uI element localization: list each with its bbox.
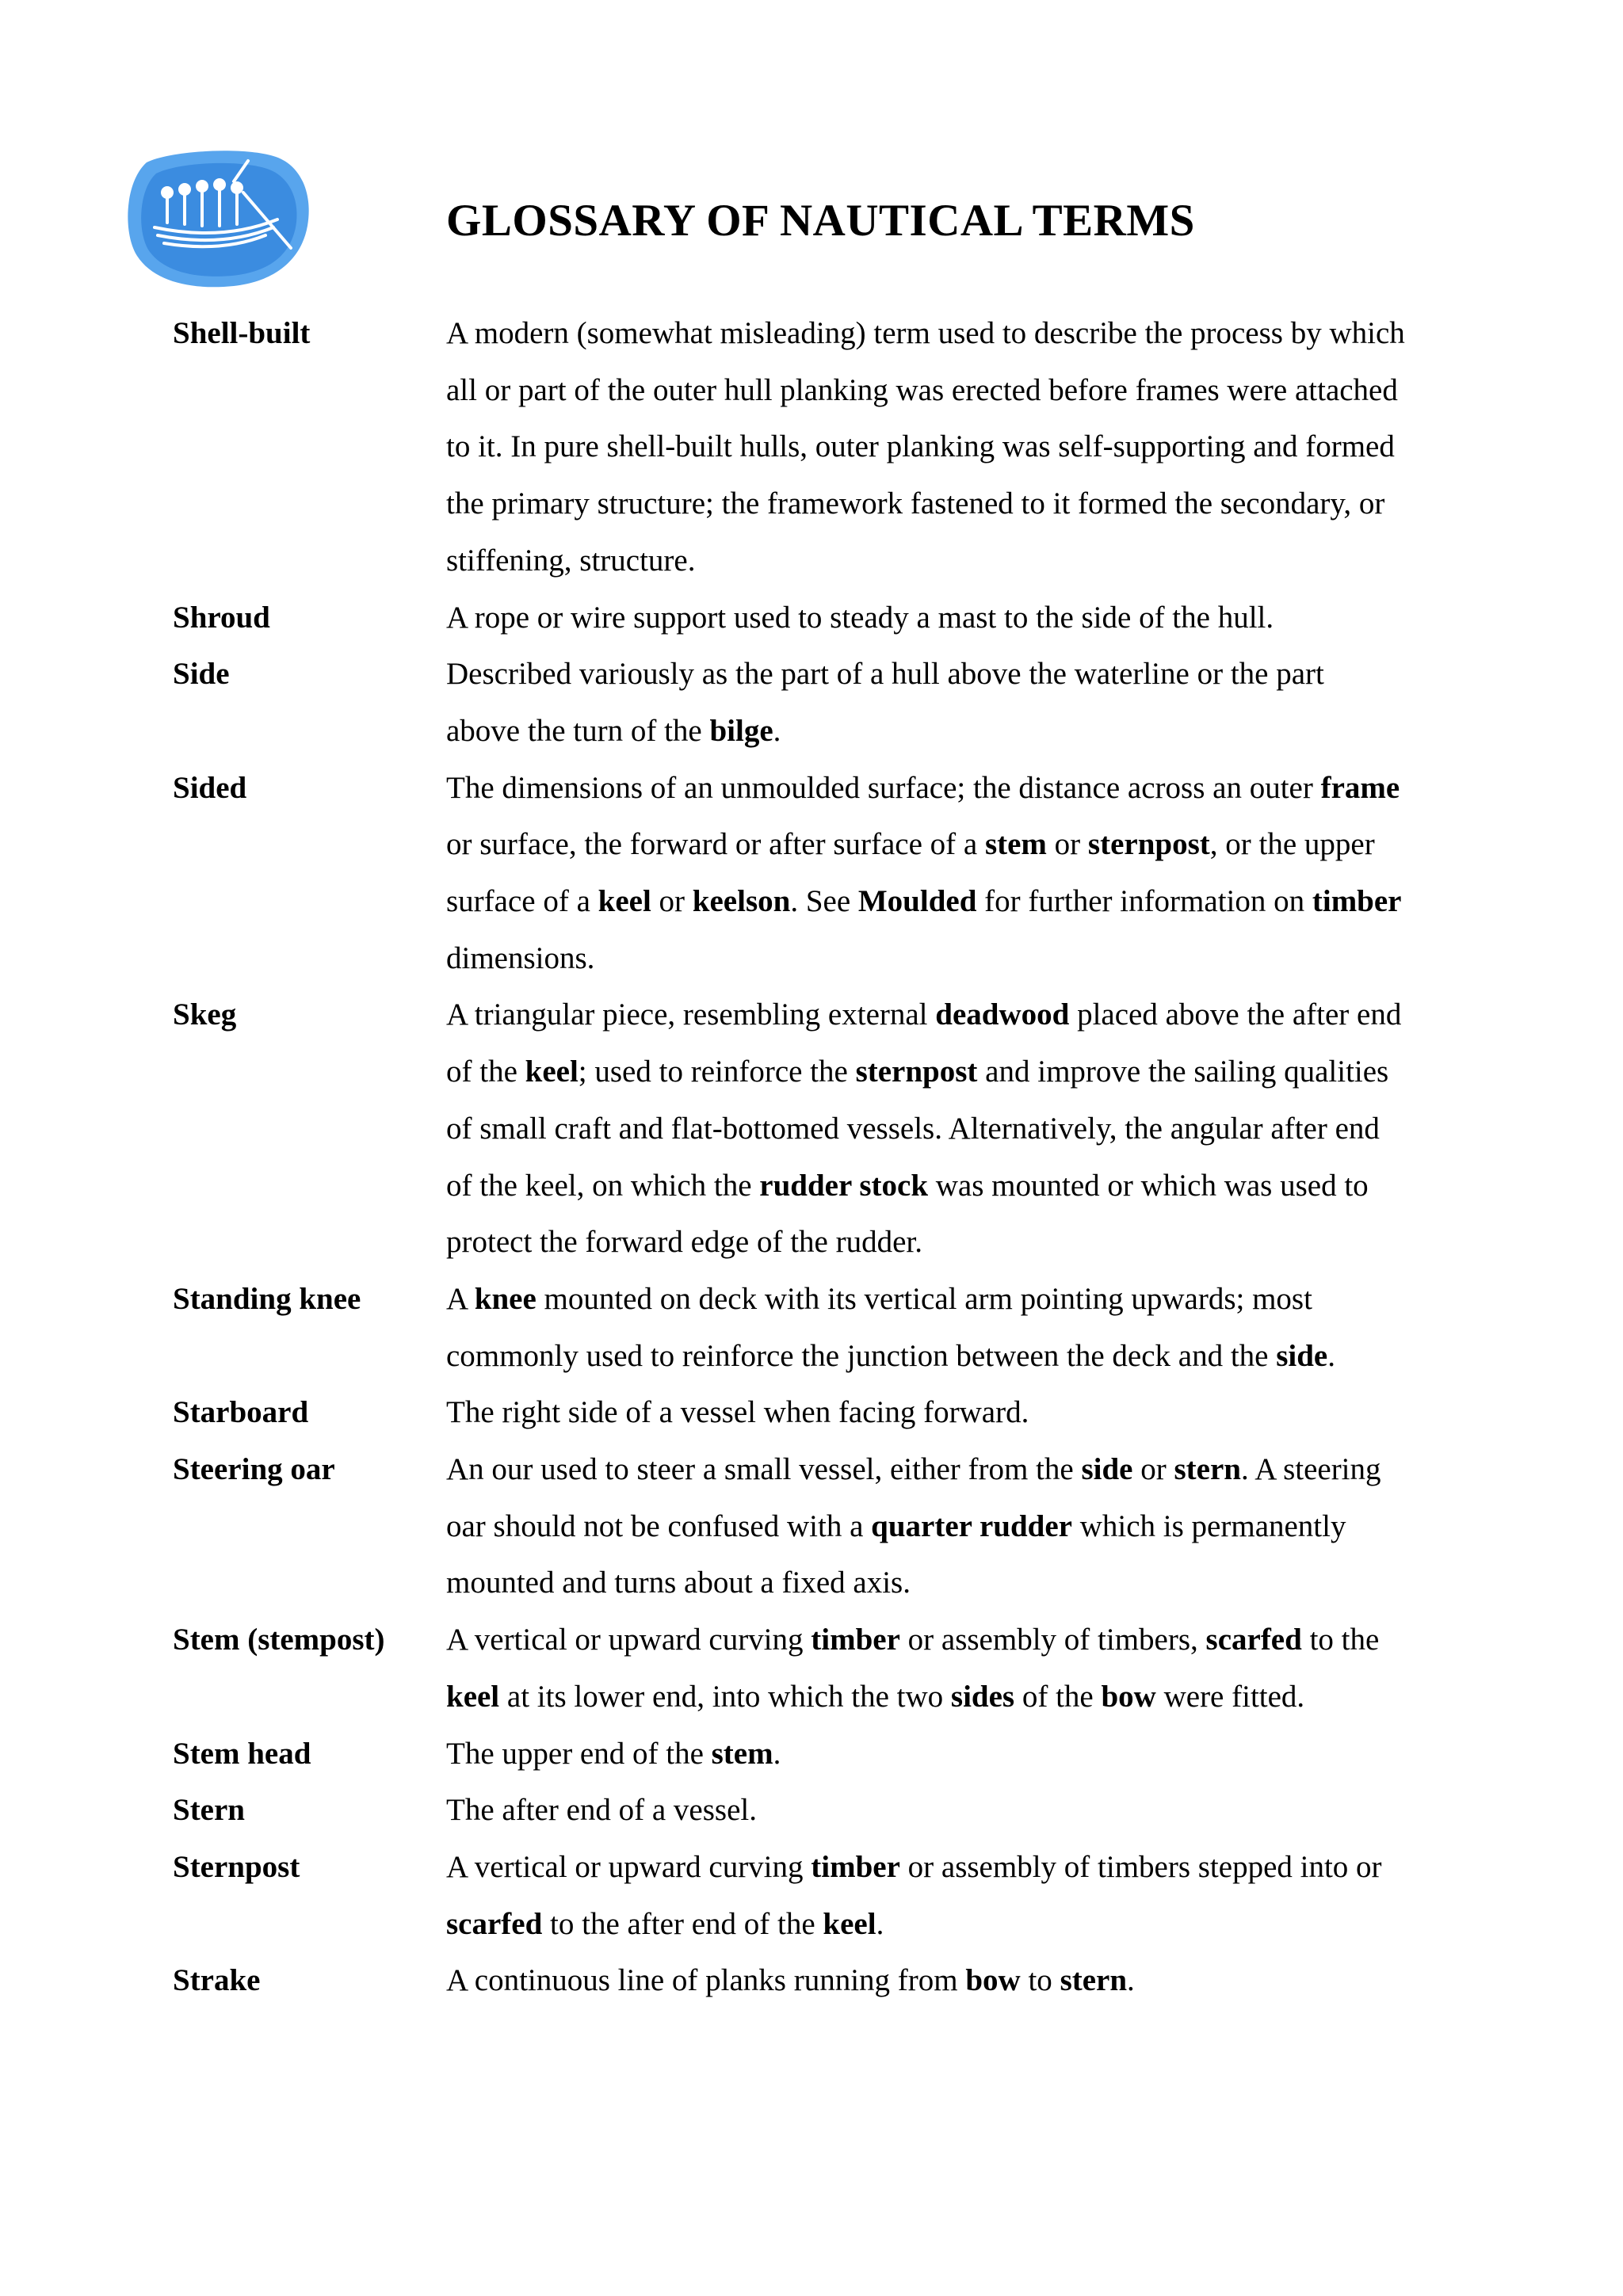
cross-reference-term: bow (965, 1963, 1021, 1998)
glossary-entry (173, 1726, 1393, 1783)
glossary-entry (173, 1839, 1393, 1952)
cross-reference-term: keelson (692, 884, 791, 919)
glossary-term: Strake (173, 1963, 261, 1998)
cross-reference-term: sides (950, 1679, 1015, 1714)
glossary-term: Steering oar (173, 1452, 335, 1487)
cross-reference-term: scarfed (1205, 1623, 1302, 1657)
glossary-entry (173, 760, 1402, 987)
glossary-list (173, 305, 1405, 2009)
glossary-definition: A rope or wire support used to steady a mast to the side of the hull. (446, 600, 1274, 635)
glossary-definition: The upper end of the stem. (446, 1736, 781, 1771)
glossary-term: Skeg (173, 997, 237, 1032)
glossary-term: Stem (stempost) (173, 1623, 385, 1657)
glossary-entry (173, 1271, 1393, 1384)
cross-reference-term: sternpost (855, 1055, 978, 1089)
boat-logo-icon (123, 147, 313, 289)
cross-reference-term: side (1081, 1452, 1133, 1487)
page-title: GLOSSARY OF NAUTICAL TERMS (446, 196, 1195, 246)
glossary-definition: A vertical or upward curving timber or assembly of timbers stepped into or scarfed to the after end of the keel. (446, 1849, 1382, 1941)
cross-reference-term: side (1276, 1338, 1328, 1373)
cross-reference-term: keel (446, 1679, 500, 1714)
glossary-entry (173, 589, 1393, 646)
glossary-term: Stern (173, 1793, 245, 1828)
cross-reference-term: Moulded (857, 884, 977, 919)
glossary-definition: The dimensions of an unmoulded surface; the distance across an outer frame or surface, the forward or after surface of a stem or sternpost, or the upper surface of a keel or keelson. See Moulded for further information on timber dimensions. (446, 770, 1402, 975)
cross-reference-term: rudder stock (759, 1168, 929, 1203)
cross-reference-term: timber (1312, 884, 1402, 919)
glossary-definition: The right side of a vessel when facing forward. (446, 1395, 1029, 1430)
glossary-definition: A knee mounted on deck with its vertical arm pointing upwards; most commonly used to reinforce the junction between the deck and the side. (446, 1281, 1335, 1373)
cross-reference-term: stern (1060, 1963, 1128, 1998)
glossary-entry (173, 1384, 1393, 1441)
glossary-entry (173, 305, 1405, 589)
cross-reference-term: stem (711, 1736, 773, 1771)
glossary-entry (173, 1952, 1393, 2009)
cross-reference-term: knee (474, 1281, 537, 1316)
cross-reference-term: bilge (709, 713, 773, 748)
cross-reference-term: keel (823, 1906, 876, 1941)
cross-reference-term: bow (1101, 1679, 1156, 1714)
cross-reference-term: deadwood (935, 997, 1070, 1032)
glossary-definition: Described variously as the part of a hull above the waterline or the part above the turn of the bilge. (446, 657, 1324, 748)
cross-reference-term: stern (1174, 1452, 1241, 1487)
glossary-entry (173, 1782, 1393, 1839)
glossary-term: Shroud (173, 600, 270, 635)
cross-reference-term: timber (811, 1623, 900, 1657)
cross-reference-term: keel (598, 884, 651, 919)
cross-reference-term: keel (525, 1055, 579, 1089)
glossary-term: Shell-built (173, 316, 311, 350)
glossary-term: Sternpost (173, 1849, 300, 1884)
glossary-term: Standing knee (173, 1281, 361, 1316)
glossary-definition: A vertical or upward curving timber or assembly of timbers, scarfed to the keel at its lower end, into which the two sides of the bow were fitted. (446, 1623, 1380, 1714)
glossary-definition: A modern (somewhat misleading) term used to describe the process by which all or part of the outer hull planking was erected before frames were attached to it. In pure shell-built hulls, outer planking was self-supporting and formed the primary structure; the framework fastened to it formed the secondary, or stiffening, structure. (446, 316, 1405, 578)
glossary-definition: The after end of a vessel. (446, 1793, 757, 1828)
glossary-definition: A triangular piece, resembling external deadwood placed above the after end of the keel; used to reinforce the sternpost and improve the sailing qualities of small craft and flat-bottomed vessels. Alternatively, the angular after end of the keel, on which the rudder stock was mounted or which was used to protect the forward edge of the rudder. (446, 997, 1402, 1260)
glossary-entry (173, 986, 1402, 1271)
cross-reference-term: quarter rudder (871, 1508, 1072, 1543)
cross-reference-term: sternpost (1087, 827, 1210, 862)
glossary-term: Sided (173, 770, 247, 805)
cross-reference-term: stem (984, 827, 1047, 862)
glossary-term: Stem head (173, 1736, 311, 1771)
glossary-definition: A continuous line of planks running from bow to stern. (446, 1963, 1135, 1998)
glossary-entry (173, 1441, 1393, 1611)
glossary-term: Side (173, 657, 230, 692)
cross-reference-term: frame (1320, 770, 1400, 805)
glossary-entry (173, 1611, 1393, 1725)
cross-reference-term: scarfed (446, 1906, 543, 1941)
glossary-definition: An our used to steer a small vessel, either from the side or stern. A steering oar should not be confused with a quarter rudder which is permanently mounted and turns about a fixed axis. (446, 1452, 1381, 1600)
glossary-term: Starboard (173, 1395, 309, 1430)
cross-reference-term: timber (811, 1849, 900, 1884)
glossary-entry (173, 646, 1393, 759)
